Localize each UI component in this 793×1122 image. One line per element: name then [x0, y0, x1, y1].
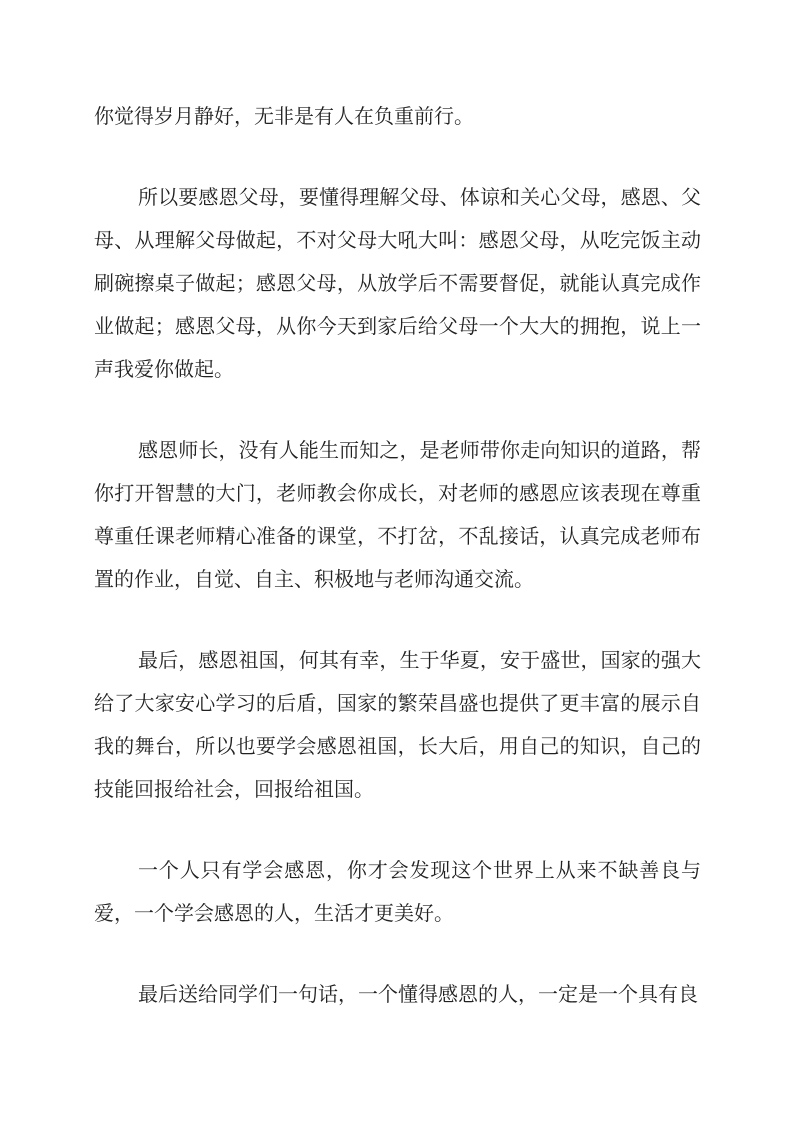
- paragraph-closing-truncated: 最后送给同学们一句话，一个懂得感恩的人，一定是一个具有良: [138, 984, 698, 1006]
- paragraph-opening-continuation: 你觉得岁月静好，无非是有人在负重前行。: [94, 106, 474, 128]
- paragraph-thank-teachers: 感恩师长，没有人能生而知之，是老师带你走向知识的道路，帮你打开智慧的大门，老师教会你成长，对老师的感恩应该表现在尊重尊重任课老师精心准备的课堂，不打岔，不乱接话，认真完成老师布置的作业，自觉、自主、积极地与老师沟通交流。: [94, 440, 701, 591]
- paragraph-gratitude-life: 一个人只有学会感恩，你才会发现这个世界上从来不缺善良与爱，一个学会感恩的人，生活才更美好。: [94, 860, 701, 925]
- paragraph-thank-country: 最后，感恩祖国，何其有幸，生于华夏，安于盛世，国家的强大给了大家安心学习的后盾，国家的繁荣昌盛也提供了更丰富的展示自我的舞台，所以也要学会感恩祖国，长大后，用自己的知识，自己的技能回报给社会，回报给祖国。: [94, 650, 701, 801]
- paragraph-thank-parents: 所以要感恩父母，要懂得理解父母、体谅和关心父母，感恩、父母、从理解父母做起，不对父母大吼大叫：感恩父母，从吃完饭主动刷碗擦桌子做起；感恩父母，从放学后不需要督促，就能认真完成作业做起；感恩父母，从你今天到家后给父母一个大大的拥抱，说上一声我爱你做起。: [94, 187, 701, 381]
